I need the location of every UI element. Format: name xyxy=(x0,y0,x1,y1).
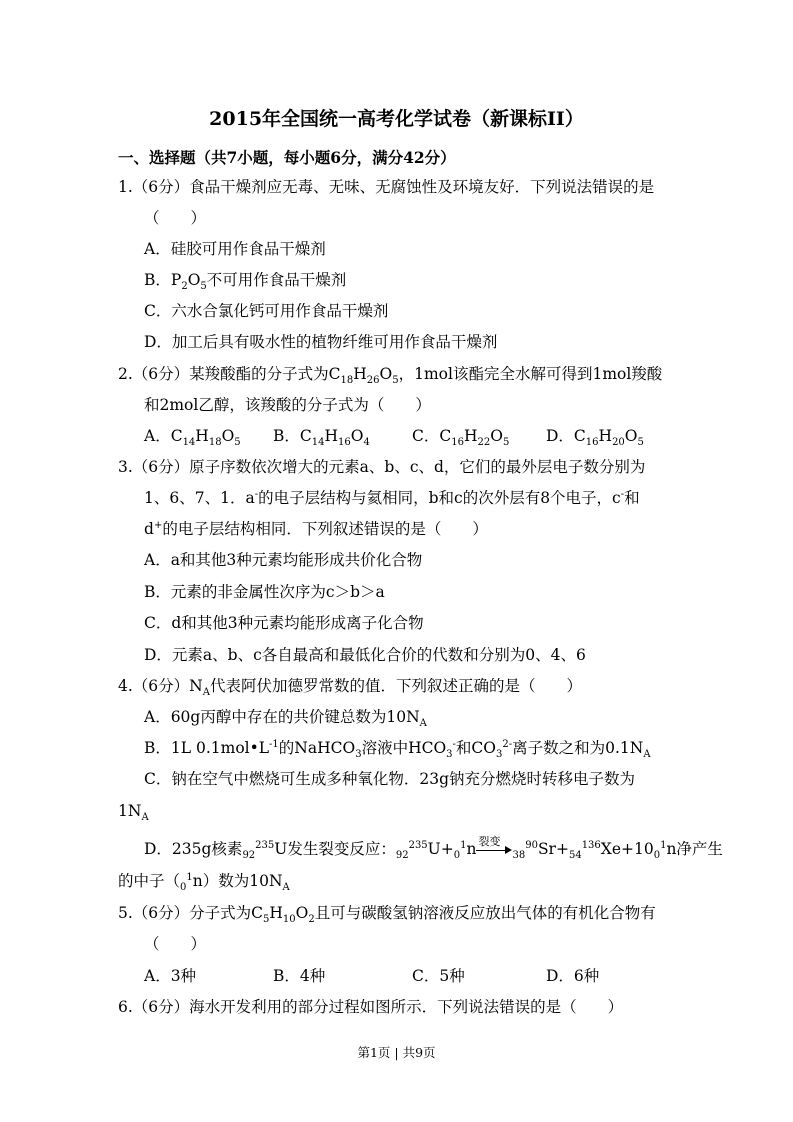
reaction-arrow-icon: 裂变 xyxy=(476,841,512,855)
question-3-option-b: B．元素的非金属性次序为c＞b＞a xyxy=(144,583,385,601)
section-heading: 一、选择题（共7小题，每小题6分，满分42分） xyxy=(118,148,456,167)
question-3-option-a: A．a和其他3种元素均能形成共价化合物 xyxy=(144,551,423,569)
question-4-option-d-line-2: 的中子$(_0^1n)$数为$10N_A$ xyxy=(118,871,290,894)
question-2-option-b: B．$C_{14}H_{16}O_4$ xyxy=(273,427,370,449)
question-3-line-3: d+的电子层结构相同．下列叙述错误的是（ ） xyxy=(144,519,488,538)
question-3-option-d: D．元素a、b、c各自最高和最低化合价的代数和分别为0、4、6 xyxy=(144,646,586,664)
question-5-option-a: A．3种 xyxy=(144,967,197,985)
question-2-line-2: 和2mol乙醇，该羧酸的分子式为（ ） xyxy=(144,396,431,414)
question-2-option-d: D．$C_{16}H_{20}O_5$ xyxy=(546,427,644,449)
question-2-option-a: A．$C_{14}H_{18}O_5$ xyxy=(144,427,241,449)
question-1: 1.（6分）食品干燥剂应无毒、无味、无腐蚀性及环境友好．下列说法错误的是 xyxy=(118,178,655,196)
question-5-option-d: D．6种 xyxy=(546,967,600,985)
question-4-option-c-line-2: $1N_A$ xyxy=(118,802,149,824)
question-4: 4.（6分）$N_A$代表阿伏加德罗常数的值．下列叙述正确的是（ ） xyxy=(118,677,582,699)
question-5-option-c: C．5种 xyxy=(412,967,465,985)
question-4-option-b: B．1L $0.1mol•L^{-1}$的NaHCO$_3$溶液中$HCO_3^-$和$CO_3^{2-}$离子数之和为$0.1N_A$ xyxy=(144,738,651,761)
question-1-bracket: （ ） xyxy=(144,209,207,227)
question-1-option-c: C．六水合氯化钙可用作食品干燥剂 xyxy=(144,302,389,320)
question-2-option-c: C．$C_{16}H_{22}O_5$ xyxy=(412,427,510,449)
question-1-option-d: D．加工后具有吸水性的植物纤维可用作食品干燥剂 xyxy=(144,333,498,351)
question-5-bracket: （ ） xyxy=(144,935,207,953)
question-3: 3.（6分）原子序数依次增大的元素a、b、c、d，它们的最外层电子数分别为 xyxy=(118,458,646,476)
question-3-line-2: 1、6、7、1．a-的电子层结构与氦相同，b和c的次外层有8个电子，c-和 xyxy=(144,488,640,507)
question-1-option-a: A．硅胶可用作食品干燥剂 xyxy=(144,240,326,258)
question-2: 2.（6分）某羧酸酯的分子式为$C_{18}H_{26}O_5$，1mol该酯完全水解可得到1mol羧酸 xyxy=(118,365,663,387)
question-4-option-a: A．60g丙醇中存在的共价键总数为$10N_A$ xyxy=(144,708,427,730)
page-title: 2015年全国统一高考化学试卷（新课标II） xyxy=(209,108,584,130)
question-3-option-c: C．d和其他3种元素均能形成离子化合物 xyxy=(144,614,424,632)
question-5-option-b: B．4种 xyxy=(273,967,326,985)
question-1-option-b: B．$P_2O_5$不可用作食品干燥剂 xyxy=(144,271,347,293)
question-6: 6.（6分）海水开发利用的部分过程如图所示．下列说法错误的是（ ） xyxy=(118,998,624,1016)
question-4-option-d: D．235g核素$_{92}^{235}$U发生裂变反应：$_{92}^{235}U+_0^1n$ 裂变 $_{38}^{90}Sr+_{54}^{136}Xe+10_0^1n$净产生 xyxy=(144,835,723,862)
page-footer: 第1页 | 共9页 xyxy=(357,1045,436,1060)
question-4-option-c: C．钠在空气中燃烧可生成多种氧化物．23g钠充分燃烧时转移电子数为 xyxy=(144,770,636,788)
question-5: 5.（6分）分子式为$C_5H_{10}O_2$且可与碳酸氢钠溶液反应放出气体的有机化合物有 xyxy=(118,904,656,926)
